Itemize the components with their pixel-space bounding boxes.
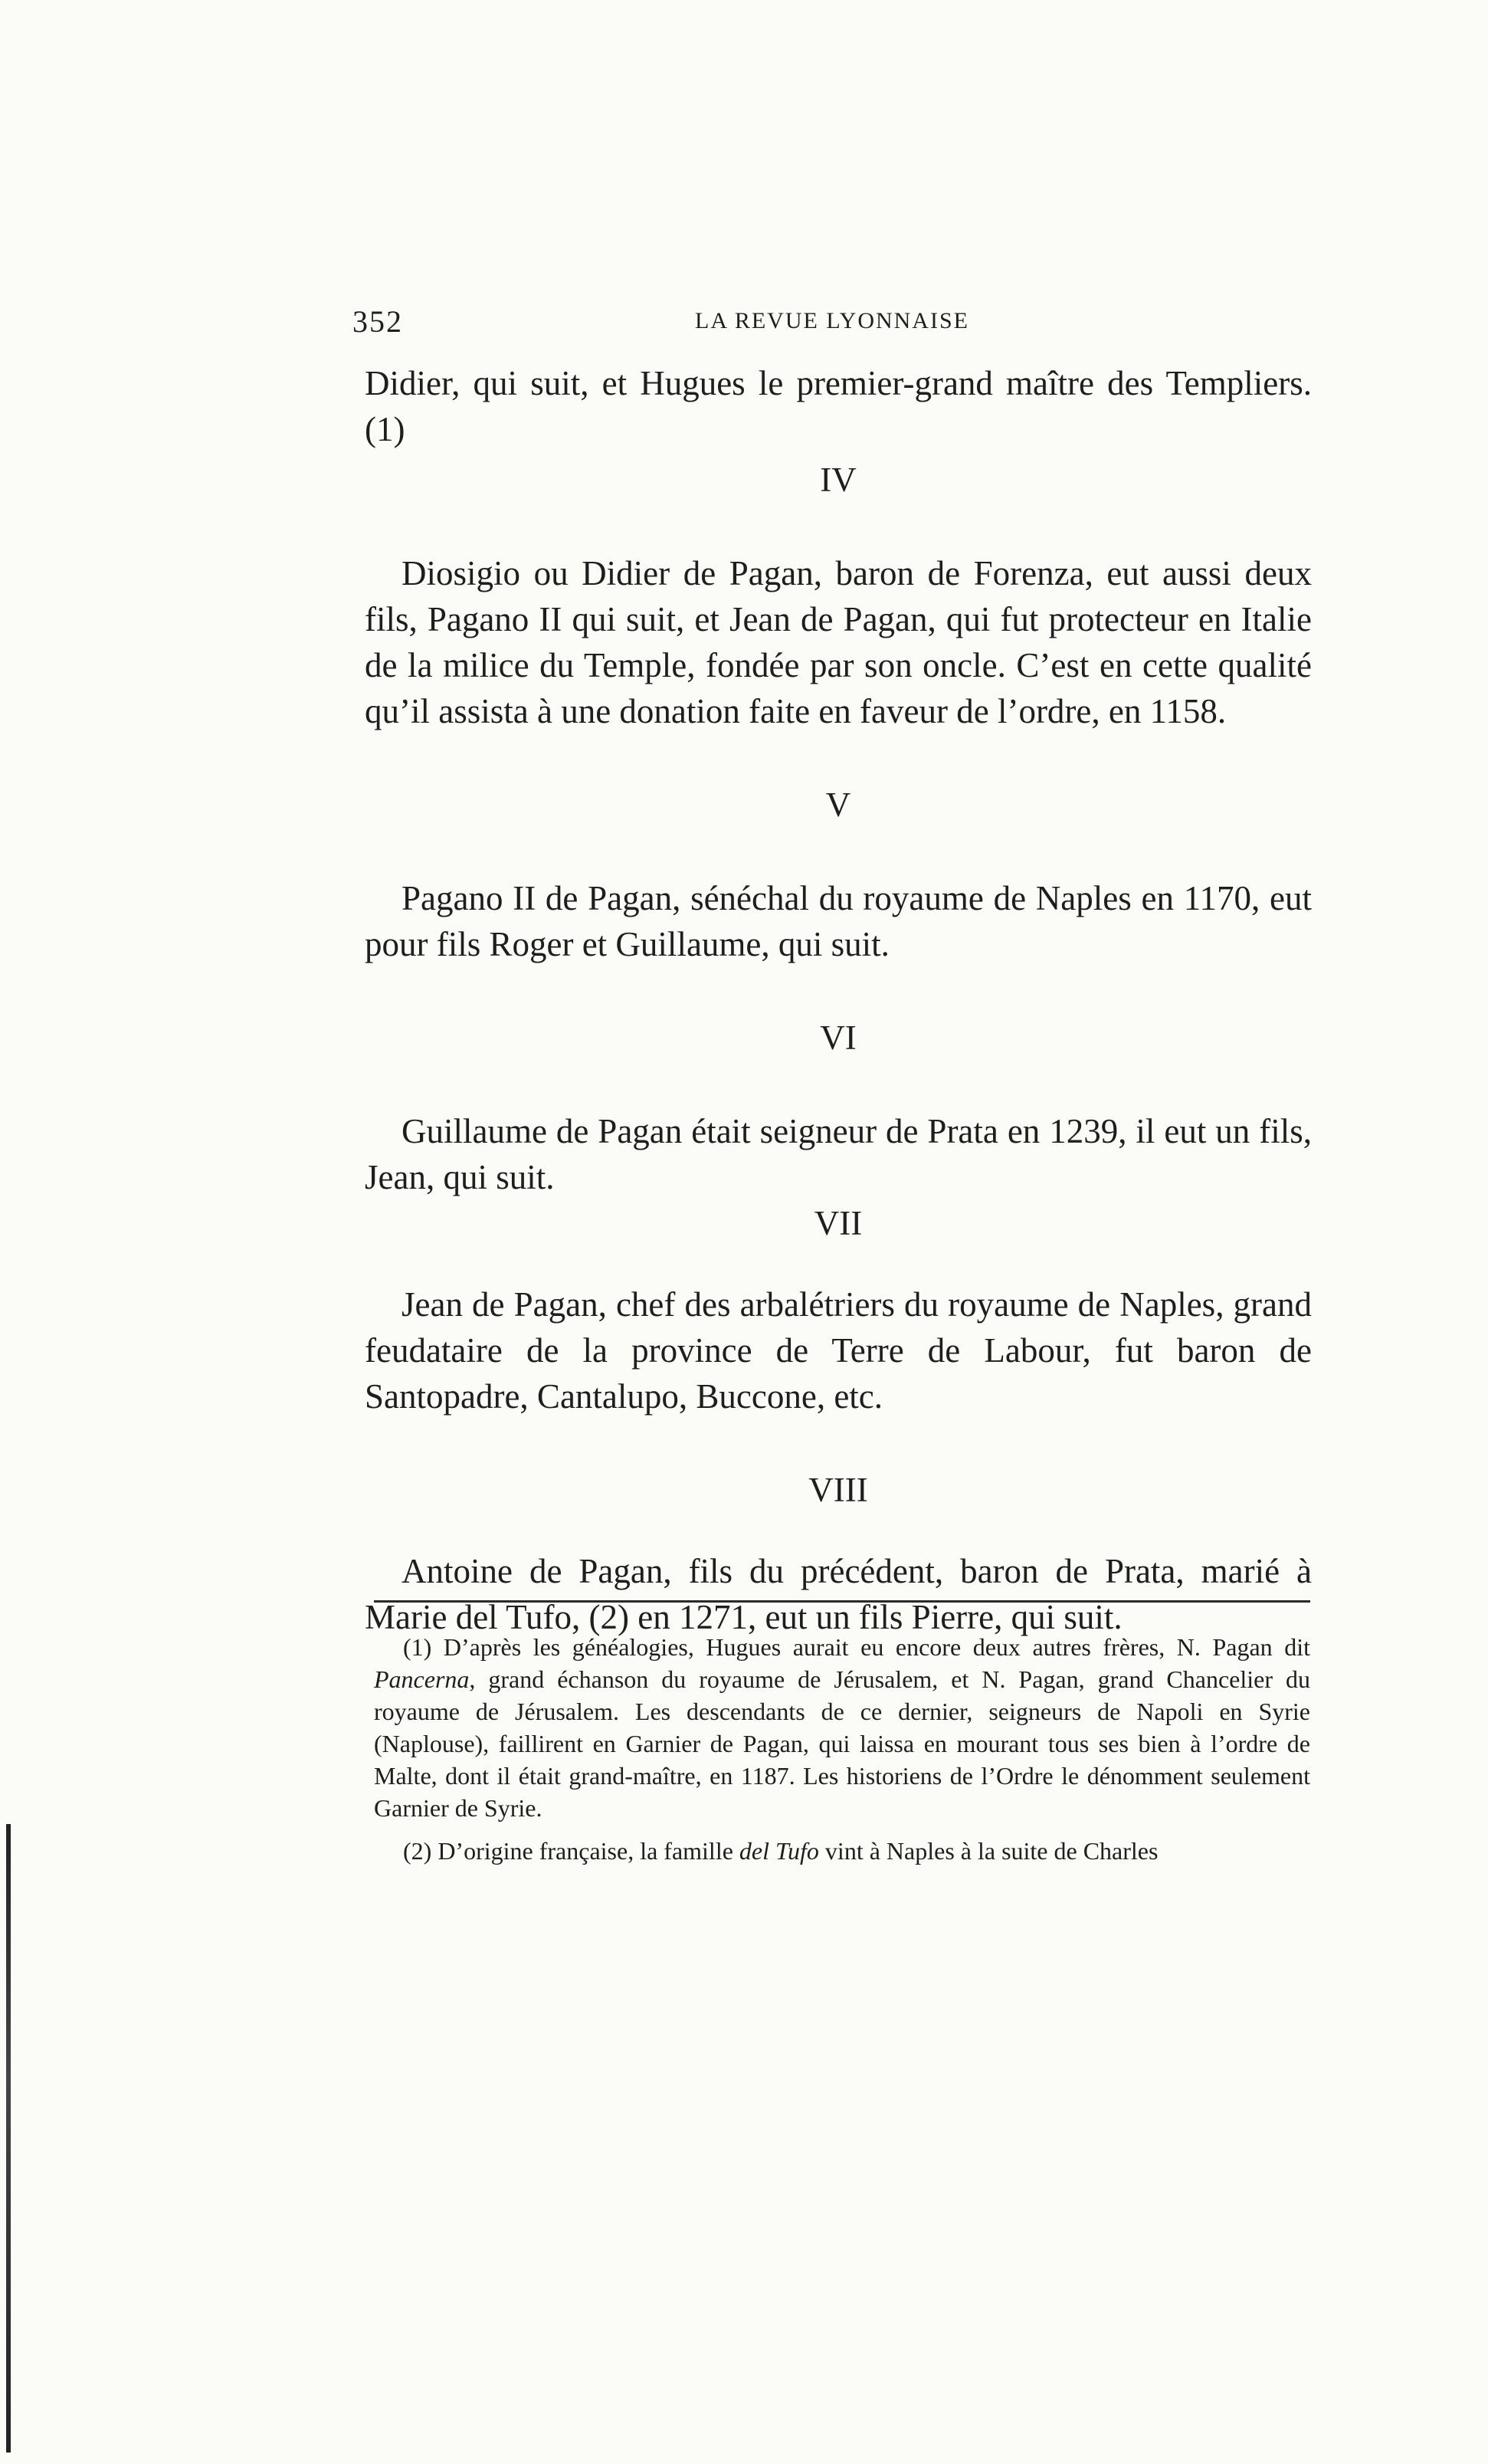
paragraph-vii: Jean de Pagan, chef des arbalétriers du royaume de Naples, grand feudataire de la province de Terre de Labour, fut baron de Santopadre, Cantalupo, Buccone, etc.	[365, 1285, 1312, 1416]
footnote-1-text-a: (1) D’après les généalogies, Hugues aurait eu encore deux autres frères, N. Pagan dit	[403, 1633, 1310, 1661]
footnote-1-italic: Pancerna	[374, 1665, 470, 1693]
paragraph-viii: Antoine de Pagan, fils du précédent, baron de Prata, marié à Marie del Tufo, (2) en 1271, eut un fils Pierre, qui suit.	[365, 1552, 1312, 1636]
footnote-2-text-b: vint à Naples à la suite de Charles	[818, 1837, 1159, 1865]
page-header	[352, 303, 1312, 349]
footnote-divider	[374, 1600, 1310, 1603]
section-heading-vii: VII	[814, 1204, 863, 1242]
page-number: 352	[352, 304, 403, 339]
footnote-2-text-a: (2) D’origine française, la famille	[403, 1837, 739, 1865]
section-heading-iv: IV	[820, 461, 857, 499]
section-heading-v: V	[825, 786, 851, 824]
body-text	[365, 360, 1312, 1640]
running-title: LA REVUE LYONNAISE	[695, 308, 969, 333]
paragraph-iv: Diosigio ou Didier de Pagan, baron de Forenza, eut aussi deux fils, Pagano II qui suit, et Jean de Pagan, qui fut protecteur en Italie de la milice du Temple, fondée par son oncle. C’est en cette qualité qu’il assista à une donation faite en faveur de l’ordre, en 1158.	[365, 554, 1312, 730]
paragraph-continuation: Didier, qui suit, et Hugues le premier-grand maître des Templiers. (1)	[365, 364, 1312, 448]
footnote-1-text-b: , grand échanson du royaume de Jérusalem, et N. Pagan, grand Chancelier du royaume de Jérusalem. Les descendants de ce dernier, seigneurs de Napoli en Syrie (Naplouse), faillirent en Garnier de Pagan, qui laissa en mourant tous ses bien à l’ordre de Malte, dont il était grand-maître, en 1187. Les historiens de l’Ordre le dénomment seulement Garnier de Syrie.	[374, 1665, 1310, 1822]
paragraph-v: Pagano II de Pagan, sénéchal du royaume de Naples en 1170, eut pour fils Roger et Guillaume, qui suit.	[365, 879, 1312, 963]
footnotes	[374, 1631, 1310, 1878]
footnote-2	[374, 1835, 1310, 1867]
section-heading-vi: VI	[820, 1019, 857, 1057]
binding-edge-shadow	[6, 1824, 11, 2453]
paragraph-vi: Guillaume de Pagan était seigneur de Prata en 1239, il eut un fils, Jean, qui suit.	[365, 1112, 1312, 1196]
section-heading-viii: VIII	[808, 1471, 868, 1509]
footnote-2-italic: del Tufo	[739, 1837, 819, 1865]
footnote-1	[374, 1631, 1310, 1824]
